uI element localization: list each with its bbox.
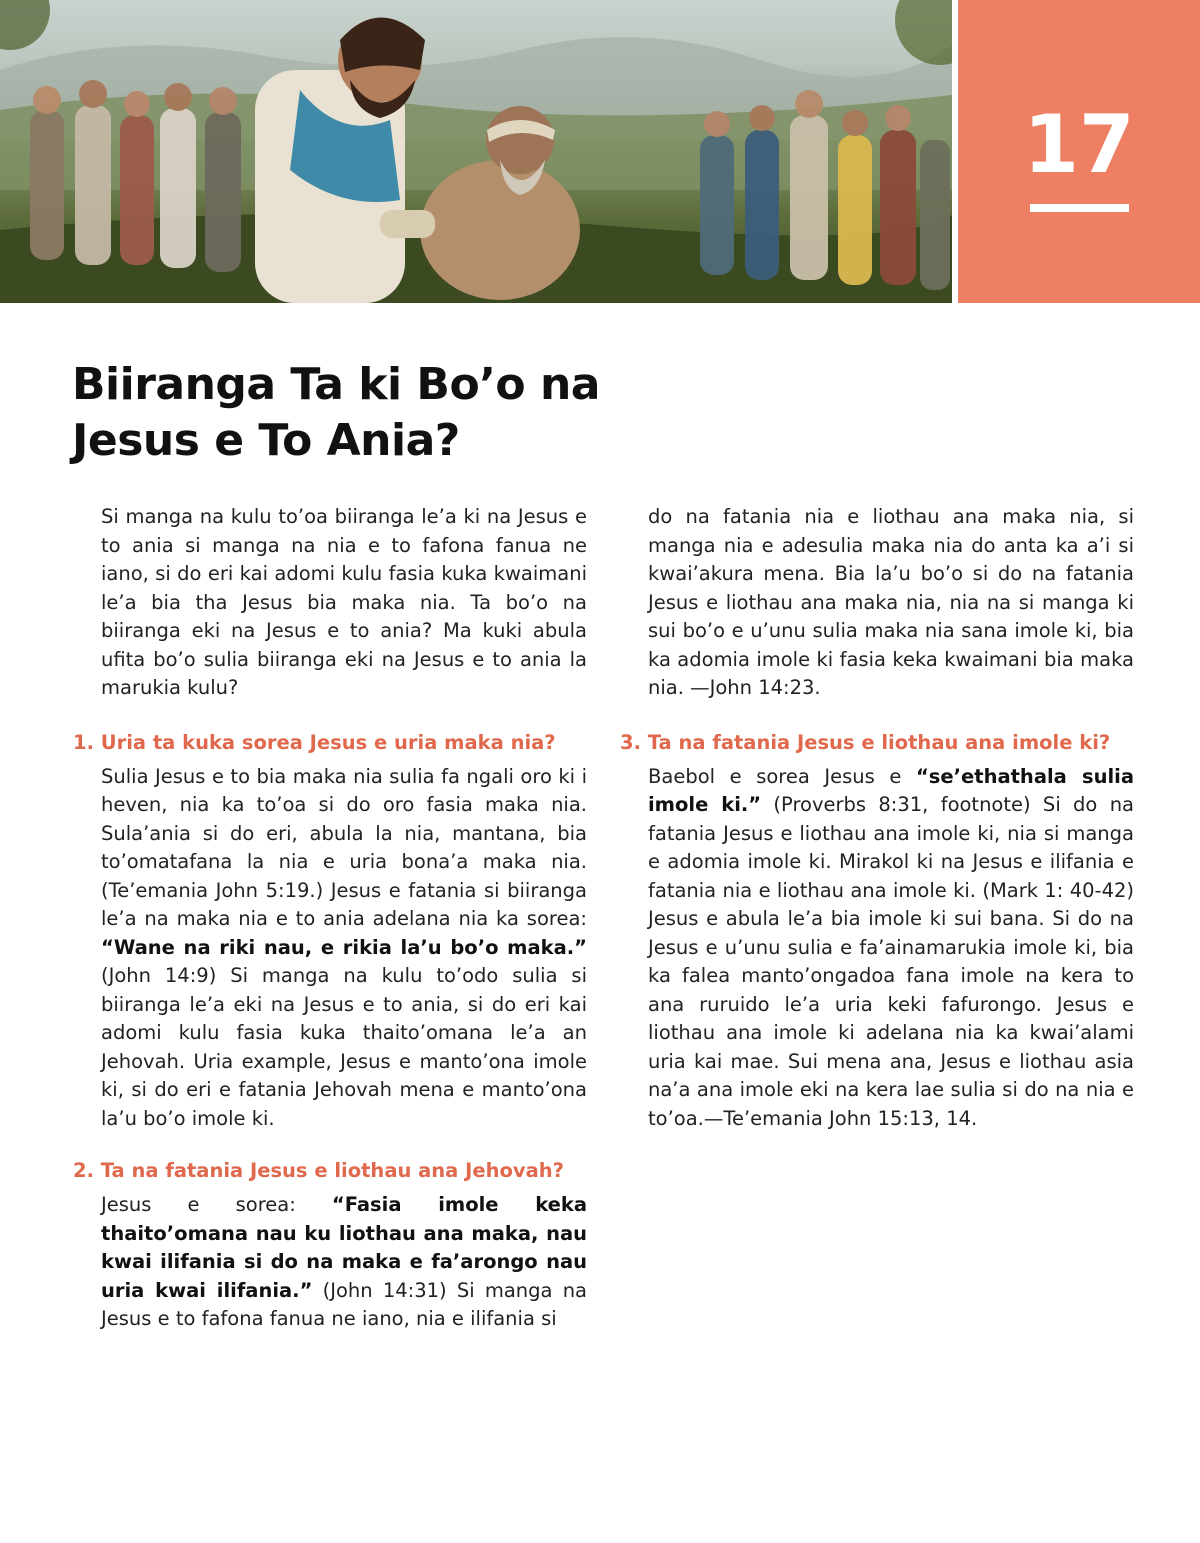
left-column [73,503,587,1334]
scripture-quote: “Fasia imole keka thaito’omana nau ku liothau ana maka, nau kwai ilifania si do na maka e fa’arongo nau uria kwai ilifania.” [101,1193,587,1302]
answer-text: (John 14:31) Si manga na Jesus e to fafona fanua ne iano, nia e ilifania si [101,1278,588,1330]
question-3-heading: 3. Ta na fatania Jesus e liothau ana imole ki? [620,730,1111,754]
question-2-answer-continued: do na fatania nia e liothau ana maka nia, si manga nia e adesulia maka nia do anta ka a’i si kwai’akura mena. Bia la’u bo’o si do na fatania Jesus e liothau ana maka nia, nia na si manga ki sui bo’o e u’unu sulia maka nia sana imole ki, bia ka adomia imole ki fasia keka kwaimani bia maka nia. —John 14:23. [648,505,1134,699]
answer-text: Jesus e sorea: [101,1193,332,1216]
right-column [620,503,1134,1133]
hero-illustration [0,0,952,303]
lesson-number: 17 [1023,98,1135,191]
lesson-number-underline [1030,204,1129,212]
lesson-number-badge [958,0,1200,303]
question-2-heading: 2. Ta na fatania Jesus e liothau ana Jehovah? [73,1159,564,1182]
question-1-heading: 1. Uria ta kuka sorea Jesus e uria maka nia? [73,730,556,754]
answer-text: Baebol e sorea Jesus e [648,764,916,788]
answer-text: (Proverbs 8:31, footnote) Si do na fatania Jesus e liothau ana imole ki, nia si manga e adomia imole ki. Mirakol ki na Jesus e ilifania e fatania nia e liothau ana imole ki. (Mark 1: 40-42) Jesus e abula le’a bia imole ki sui bana. Si do na Jesus e u’unu sulia e fa’ainamarukia imole ki, bia ka falea manto’ongadoa fana imole na kera to ana ruruido le’a uria keki fafurongo. Jesus e liothau ana imole ki adelana nia ka kwai’alami uria kai mae. Sui mena ana, Jesus e liothau asia na’a ana imole eki na kera lae sulia si do na nia e to’oa.—Te’emania John 15:13, 14. [648,793,1134,1130]
hero-scene [0,0,952,303]
question-2-answer [101,1191,587,1334]
page-title: Biiranga Ta ki Bo’o na Jesus e To Ania? [72,359,600,466]
question-3-answer [648,763,1134,1134]
scripture-quote: “se’ethathala sulia imole ki.” [648,764,1134,816]
answer-text: Sulia Jesus e to bia maka nia sulia fa ngali oro ki i heven, nia ka to’oa si do oro fasia maka nia. Sula’ania si do eri, abula la nia, mantana, bia to’omatafana la nia e uria bona’a maka nia. (Te’emania John 5:19.) Jesus e fatania si biiranga le’a na maka nia e to ania adelana nia ka sorea: [101,764,587,930]
intro-paragraph: Si manga na kulu to’oa biiranga le’a ki na Jesus e to ania si manga na nia e to fafona fanua ne iano, si do eri kai adomi kulu fasia kuka kwaimani le’a bia tha Jesus bia maka nia. Ta bo’o na biiranga eki na Jesus e to ania? Ma kuki abula ufita bo’o sulia biiranga eki na Jesus e to ania la marukia kulu? [101,505,587,699]
scripture-quote: “Wane na riki nau, e rikia la’u bo’o maka.” [101,935,587,959]
answer-text: (John 14:9) Si manga na kulu to’odo sulia si biiranga le’a eki na Jesus e to ania, si do eri kai adomi kulu fasia kuka thaito’omana le’a an Jehovah. Uria example, Jesus e manto’ona imole ki, si do eri e fatania Jehovah mena e manto’ona la’u bo’o imole ki. [101,964,587,1130]
question-1-answer [101,763,587,1134]
